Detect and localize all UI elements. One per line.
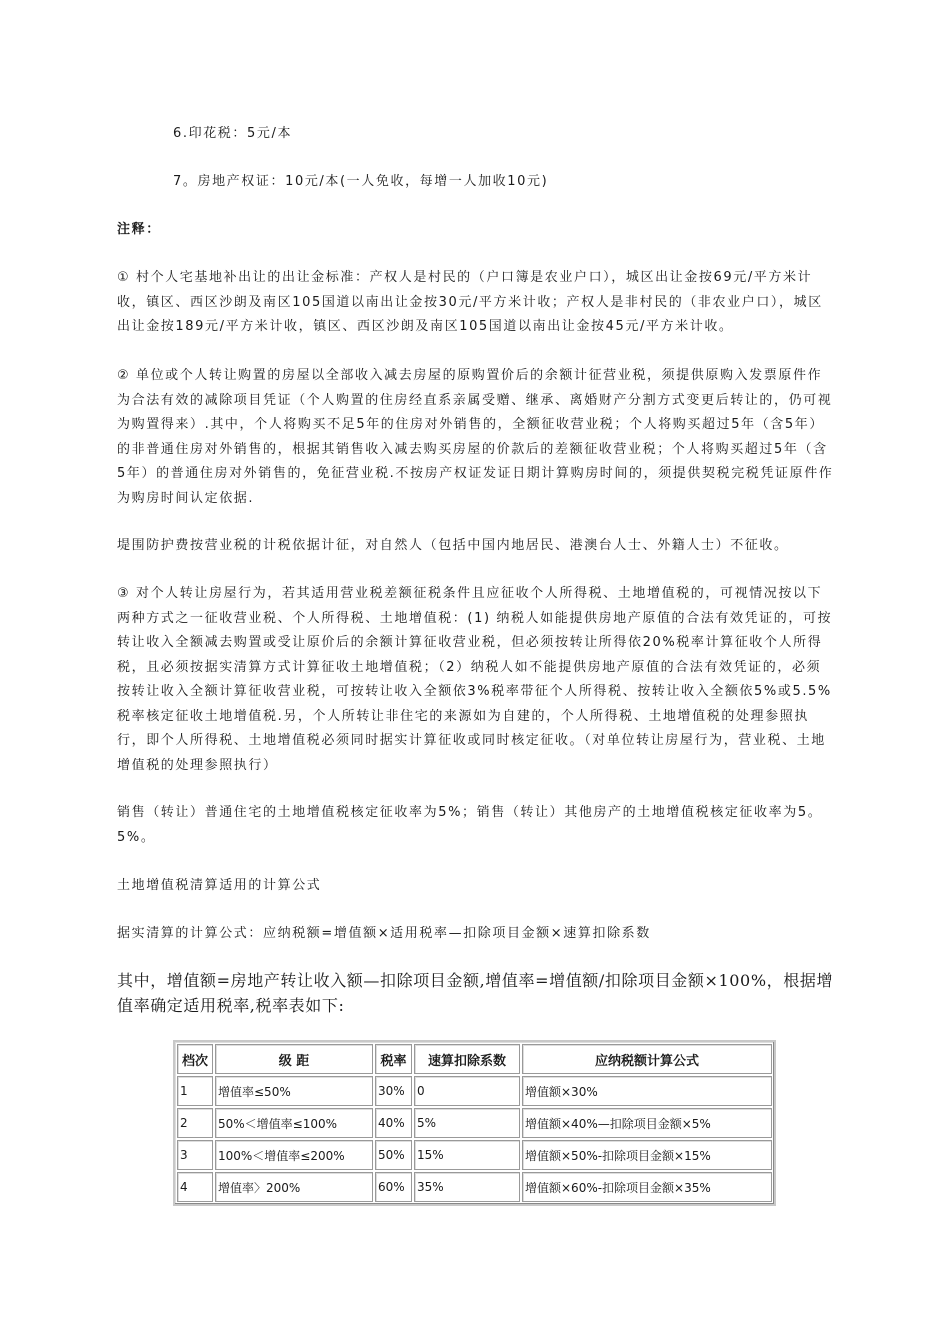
cell-level: 3	[177, 1140, 213, 1170]
cell-formula: 增值额×60%-扣除项目金额×35%	[522, 1172, 772, 1202]
header-level: 档次	[177, 1044, 213, 1074]
cell-deduction: 35%	[414, 1172, 520, 1202]
table-row	[177, 1076, 772, 1106]
cell-level: 1	[177, 1076, 213, 1106]
cell-range: 增值率〉200%	[215, 1172, 373, 1202]
cell-formula: 增值额×50%-扣除项目金额×15%	[522, 1140, 772, 1170]
header-formula: 应纳税额计算公式	[522, 1044, 772, 1074]
table-row	[177, 1108, 772, 1138]
sale-rate-note: 销售（转让）普通住宅的土地增值税核定征收率为5%；销售（转让）其他房产的土地增值税核定征收率为5。5%。	[117, 805, 823, 845]
header-range: 级 距	[215, 1044, 373, 1074]
cell-range: 增值率≤50%	[215, 1076, 373, 1106]
cell-range: 100%＜增值率≤200%	[215, 1140, 373, 1170]
cell-formula: 增值额×30%	[522, 1076, 772, 1106]
item-property-certificate: 7。房地产权证：10元/本(一人免收，每增一人加收10元)	[173, 174, 549, 189]
header-deduction: 速算扣除系数	[414, 1044, 520, 1074]
cell-rate: 30%	[375, 1076, 412, 1106]
item-stamp-tax: 6.印花税：5元/本	[173, 126, 293, 141]
table-row	[177, 1140, 772, 1170]
notes-heading: 注释：	[117, 222, 161, 237]
explain-text: 其中，增值额=房地产转让收入额—扣除项目金额,增值率=增值额/扣除项目金额×100%，根据增值率确定适用税率,税率表如下:	[117, 971, 834, 1015]
formula-text: 据实清算的计算公式：应纳税额=增值额×适用税率—扣除项目金额×速算扣除系数	[117, 926, 651, 941]
cell-level: 2	[177, 1108, 213, 1138]
cell-deduction: 15%	[414, 1140, 520, 1170]
cell-formula: 增值额×40%—扣除项目金额×5%	[522, 1108, 772, 1138]
cell-rate: 60%	[375, 1172, 412, 1202]
cell-rate: 40%	[375, 1108, 412, 1138]
cell-rate: 50%	[375, 1140, 412, 1170]
formula-heading: 土地增值税清算适用的计算公式	[117, 878, 322, 893]
cell-deduction: 0	[414, 1076, 520, 1106]
header-rate: 税率	[375, 1044, 412, 1074]
tax-rate-table	[173, 1040, 776, 1206]
cell-deduction: 5%	[414, 1108, 520, 1138]
table-row	[177, 1172, 772, 1202]
cell-range: 50%＜增值率≤100%	[215, 1108, 373, 1138]
cell-level: 4	[177, 1172, 213, 1202]
note-2: ② 单位或个人转让购置的房屋以全部收入减去房屋的原购置价后的余额计征营业税，须提供原购入发票原件作为合法有效的减除项目凭证（个人购置的住房经直系亲属受赠、继承、离婚财产分割方式变更后转让的，仍可视为购置得来）.其中，个人将购买不足5年的住房对外销售的，全额征收营业税；个人将购买超过5年（含5年）的非普通住房对外销售的，根据其销售收入减去购买房屋的价款后的差额征收营业税；个人将购买超过5年（含5年）的普通住房对外销售的，免征营业税.不按房产权证发证日期计算购房时间的，须提供契税完税凭证原件作为购房时间认定依据.	[117, 368, 834, 506]
note-1: ① 村个人宅基地补出让的出让金标准：产权人是村民的（户口簿是农业户口），城区出让金按69元/平方米计收，镇区、西区沙朗及南区105国道以南出让金按30元/平方米计收；产权人是非村民的（非农业户口），城区出让金按189元/平方米计收，镇区、西区沙朗及南区105国道以南出让金按45元/平方米计收。	[117, 270, 823, 334]
fee-note: 堤围防护费按营业税的计税依据计征，对自然人（包括中国内地居民、港澳台人士、外籍人士）不征收。	[117, 538, 789, 553]
note-3: ③ 对个人转让房屋行为，若其适用营业税差额征税条件且应征收个人所得税、土地增值税的，可视情况按以下两种方式之一征收营业税、个人所得税、土地增值税：(1) 纳税人如能提供房地产原值的合法有效凭证的，可按转让收入全额减去购置或受让原价后的余额计算征收营业税，但必须按转让所得依20%税率计算征收个人所得税，且必须按据实清算方式计算征收土地增值税；（2）纳税人如不能提供房地产原值的合法有效凭证的，必须按转让收入全额计算征收营业税，可按转让收入全额依3%税率带征个人所得税、按转让收入全额依5%或5.5%税率核定征收土地增值税.另，个人所转让非住宅的来源如为自建的，个人所得税、土地增值税的处理参照执行，即个人所得税、土地增值税必须同时据实计算征收或同时核定征收。（对单位转让房屋行为，营业税、土地增值税的处理参照执行）	[117, 586, 833, 773]
table-header-row	[177, 1044, 772, 1074]
